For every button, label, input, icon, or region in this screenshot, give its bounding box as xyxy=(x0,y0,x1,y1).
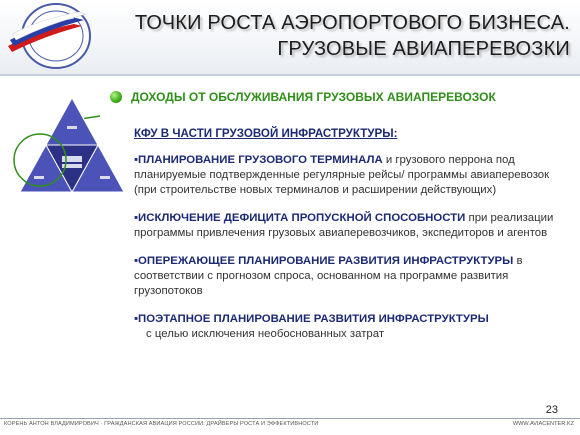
item-text: в соответствии с прогнозом спроса, основанном на программе развития грузопотоков xyxy=(134,255,523,297)
item-title: ▪ПОЭТАПНОЕ ПЛАНИРОВАНИЕ РАЗВИТИЯ ИНФРАСТРУКТУРЫ xyxy=(134,313,489,325)
header-divider xyxy=(0,74,580,76)
slide-content xyxy=(134,126,564,355)
slide-title xyxy=(110,10,570,62)
list-item xyxy=(134,312,564,342)
title-line-2: ГРУЗОВЫЕ АВИАПЕРЕВОЗКИ xyxy=(277,38,570,60)
item-title: ▪ПЛАНИРОВАНИЕ ГРУЗОВОГО ТЕРМИНАЛА xyxy=(134,154,383,166)
list-item xyxy=(134,153,564,198)
triangle-pyramid-diagram xyxy=(12,90,132,210)
footer-author: КОРЕНЬ АНТОН ВЛАДИМИРОВИЧ · ГРАЖДАНСКАЯ АВИАЦИЯ РОССИИ: ДРАЙВЕРЫ РОСТА И ЭФФЕКТИВНОСТИ xyxy=(4,421,319,427)
kfu-heading: КФУ В ЧАСТИ ГРУЗОВОЙ ИНФРАСТРУКТУРЫ: xyxy=(134,127,398,140)
page-number: 23 xyxy=(545,404,558,416)
footer-divider xyxy=(0,418,580,419)
section-subtitle: ДОХОДЫ ОТ ОБСЛУЖИВАНИЯ ГРУЗОВЫХ АВИАПЕРЕВОЗОК xyxy=(131,90,496,104)
item-text: и грузового перрона под планируемые подтвержденные регулярные рейсы/ программы авиаперевозок (при строительстве новых терминалов и расширении действующих) xyxy=(134,154,550,196)
airline-emblem-logo xyxy=(4,2,96,72)
list-item xyxy=(134,254,564,299)
footer-website: WWW.AVIACENTER.KZ xyxy=(512,421,574,427)
item-title: ▪ИСКЛЮЧЕНИЕ ДЕФИЦИТА ПРОПУСКНОЙ СПОСОБНОСТИ xyxy=(134,212,466,224)
item-text: при реализации программы привлечения грузовых авиаперевозчиков, экспедиторов и агентов xyxy=(134,212,554,239)
item-title: ▪ОПЕРЕЖАЮЩЕЕ ПЛАНИРОВАНИЕ РАЗВИТИЯ ИНФРАСТРУКТУРЫ xyxy=(134,255,514,267)
title-line-1: ТОЧКИ РОСТА АЭРОПОРТОВОГО БИЗНЕСА. xyxy=(134,12,570,34)
list-item xyxy=(134,211,564,241)
item-text: с целью исключения необоснованных затрат xyxy=(146,328,385,340)
